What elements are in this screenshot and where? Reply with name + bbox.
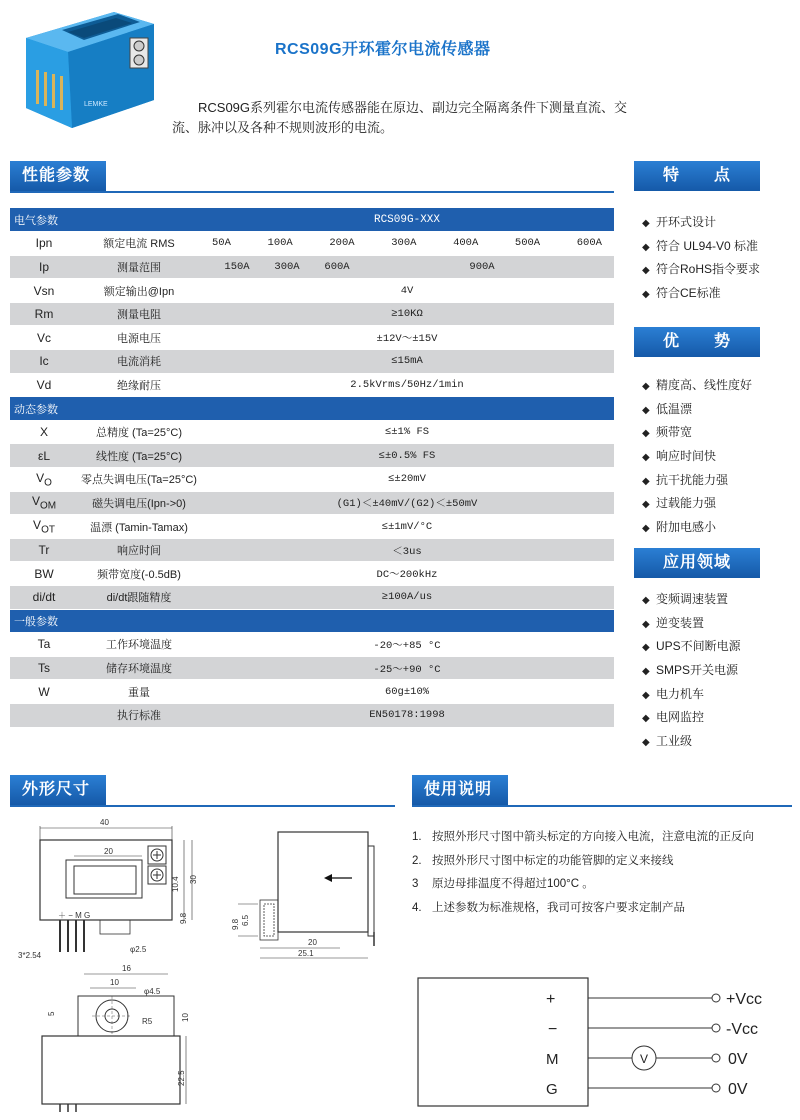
param-name: 额定电流 RMS bbox=[78, 232, 200, 256]
dim-bottom-d5: 22.5 bbox=[177, 1070, 186, 1086]
param-value: ≤±1% FS bbox=[200, 420, 614, 444]
param-value: (G1)＜±40mV/(G2)＜±50mV bbox=[200, 491, 614, 515]
list-item bbox=[640, 445, 752, 469]
dim-side-d1: 20 bbox=[308, 938, 317, 947]
diamond-bullet-icon: ◆ bbox=[642, 737, 650, 749]
param-name: 温漂 (Tamin-Tamax) bbox=[78, 515, 200, 539]
list-item bbox=[640, 730, 741, 754]
param-symbol-sub: OT bbox=[41, 524, 55, 536]
param-value: ≤±0.5% FS bbox=[200, 444, 614, 468]
pin-g-label: G bbox=[546, 1081, 558, 1098]
list-item bbox=[640, 398, 752, 422]
list-item-label: 原边母排温度不得超过100°C 。 bbox=[432, 878, 594, 890]
electrical-band bbox=[10, 208, 614, 232]
list-item-label: 变频调速装置 bbox=[656, 592, 729, 606]
list-item-label: UPS不间断电源 bbox=[656, 639, 741, 654]
terminal-icon bbox=[712, 1084, 720, 1092]
param-value: 200A bbox=[329, 237, 355, 250]
diamond-bullet-icon: ◆ bbox=[642, 289, 650, 301]
dimensions-divider bbox=[10, 805, 395, 807]
dim-h3: 9.8 bbox=[179, 912, 188, 924]
dim-bottom-d3: 5 bbox=[47, 1011, 56, 1016]
diamond-bullet-icon: ◆ bbox=[642, 428, 650, 440]
diamond-bullet-icon: ◆ bbox=[642, 666, 650, 678]
param-value: 100A bbox=[267, 237, 293, 250]
list-item bbox=[640, 683, 741, 707]
list-item bbox=[640, 421, 752, 445]
param-symbol: εL bbox=[37, 448, 51, 463]
dim-bottom-d2: 10 bbox=[110, 978, 119, 987]
param-name: 执行标准 bbox=[78, 703, 200, 727]
current-direction-arrow-icon bbox=[324, 874, 332, 882]
features-list bbox=[640, 211, 760, 306]
param-symbol: Vc bbox=[10, 326, 78, 350]
measure-range-values bbox=[200, 261, 614, 273]
table-row bbox=[10, 350, 614, 374]
table-row bbox=[10, 232, 614, 256]
front-view-drawing bbox=[0, 812, 240, 960]
dim-bottom-d4: 10 bbox=[181, 1013, 190, 1022]
list-item-label: 电力机车 bbox=[656, 686, 705, 701]
pin-labels: ＋ − M G bbox=[58, 911, 91, 920]
diamond-bullet-icon: ◆ bbox=[642, 618, 650, 630]
list-item bbox=[640, 492, 752, 516]
param-value: 600A bbox=[576, 237, 602, 250]
list-item bbox=[640, 588, 741, 612]
table-row bbox=[10, 680, 614, 704]
param-value: 300A bbox=[391, 237, 417, 250]
params-table bbox=[10, 208, 614, 728]
rated-current-values bbox=[200, 237, 614, 249]
dim-pin-pitch: 3*2.54 bbox=[18, 951, 42, 960]
list-item bbox=[640, 706, 741, 730]
param-value: DC～200kHz bbox=[200, 562, 614, 586]
param-symbol: Ic bbox=[10, 350, 78, 374]
list-item bbox=[412, 850, 754, 874]
param-symbol-sub: OM bbox=[39, 500, 57, 512]
table-row bbox=[10, 633, 614, 657]
param-name: 绝缘耐压 bbox=[78, 373, 200, 397]
table-row bbox=[10, 302, 614, 326]
param-symbol: Vsn bbox=[10, 279, 78, 303]
diamond-bullet-icon: ◆ bbox=[642, 595, 650, 606]
list-item-label: 符合CE标准 bbox=[656, 286, 721, 301]
page-title: RCS09G开环霍尔电流传感器 bbox=[275, 41, 491, 58]
list-item bbox=[640, 282, 760, 306]
diamond-bullet-icon: ◆ bbox=[642, 499, 650, 511]
table-row bbox=[10, 656, 614, 680]
list-item-label: 符合 UL94-V0 标准 bbox=[656, 238, 759, 253]
param-value: EN50178:1998 bbox=[200, 703, 614, 727]
features-header: 特 点 bbox=[634, 161, 760, 191]
param-name: 测量电阻 bbox=[78, 302, 200, 326]
param-symbol bbox=[10, 703, 78, 727]
param-value: 500A bbox=[514, 237, 541, 250]
dim-radius: R5 bbox=[142, 1017, 153, 1026]
list-item bbox=[640, 635, 741, 659]
param-symbol: X bbox=[39, 425, 48, 440]
applications-header: 应用领域 bbox=[634, 548, 760, 578]
list-item-number: 4. bbox=[412, 901, 422, 914]
list-item-label: 频带宽 bbox=[656, 425, 693, 440]
diamond-bullet-icon: ◆ bbox=[642, 381, 650, 392]
bottom-view-drawing bbox=[20, 960, 210, 1116]
list-item bbox=[640, 374, 752, 398]
param-name: 测量范围 bbox=[78, 255, 200, 279]
param-value: ≤±1mV/°C bbox=[200, 515, 614, 539]
list-item bbox=[640, 235, 760, 259]
advantages-header: 优 势 bbox=[634, 327, 760, 357]
diamond-bullet-icon: ◆ bbox=[642, 689, 650, 701]
dim-h1: 10.4 bbox=[171, 876, 180, 892]
param-value: ≥100A/us bbox=[200, 586, 614, 610]
param-value: ≤15mA bbox=[200, 350, 614, 374]
list-item-label: 开环式设计 bbox=[656, 215, 717, 229]
dynamic-band-label: 动态参数 bbox=[10, 397, 614, 421]
terminal-icon bbox=[712, 1024, 720, 1032]
table-row bbox=[10, 562, 614, 586]
dim-pin-dia: φ2.5 bbox=[130, 945, 147, 954]
list-item bbox=[412, 897, 754, 921]
table-row bbox=[10, 444, 614, 468]
list-item bbox=[640, 659, 741, 683]
table-row bbox=[10, 703, 614, 727]
param-value: 300A bbox=[274, 260, 300, 273]
param-value: ≤±20mV bbox=[200, 468, 614, 492]
param-value: 2.5kVrms/50Hz/1min bbox=[200, 373, 614, 397]
table-row bbox=[10, 255, 614, 279]
param-name: 储存环境温度 bbox=[78, 656, 200, 680]
param-name: 频带宽度(-0.5dB) bbox=[78, 562, 200, 586]
list-item-label: 按照外形尺寸图中箭头标定的方向接入电流，注意电流的正反向 bbox=[432, 831, 754, 843]
param-symbol: V bbox=[31, 494, 40, 509]
param-value: 400A bbox=[453, 237, 479, 250]
intro-text: RCS09G系列霍尔电流传感器能在原边、副边完全隔离条件下测量直流、交流、脉冲以及各种不规则波形的电流。 bbox=[172, 100, 628, 135]
diamond-bullet-icon: ◆ bbox=[642, 218, 650, 229]
model-number: RCS09G-XXX bbox=[200, 208, 614, 232]
param-symbol: Tr bbox=[38, 543, 50, 558]
table-row bbox=[10, 420, 614, 444]
table-row bbox=[10, 515, 614, 539]
list-item bbox=[412, 873, 754, 897]
table-row bbox=[10, 586, 614, 610]
param-value: ±12V～±15V bbox=[200, 326, 614, 350]
param-name: 总精度 (Ta=25°C) bbox=[78, 420, 200, 444]
diamond-bullet-icon: ◆ bbox=[642, 642, 650, 654]
param-name: 线性度 (Ta=25°C) bbox=[78, 444, 200, 468]
list-item bbox=[640, 516, 752, 540]
product-image bbox=[22, 8, 162, 136]
param-symbol: Ts bbox=[10, 656, 78, 680]
dynamic-band bbox=[10, 397, 614, 421]
table-row bbox=[10, 373, 614, 397]
general-band bbox=[10, 609, 614, 633]
list-item-label: 附加电感小 bbox=[656, 520, 717, 535]
terminal-label: 0V bbox=[728, 1081, 748, 1098]
terminal-label: 0V bbox=[728, 1051, 748, 1068]
product-brand-label: LEMKE bbox=[84, 101, 108, 108]
list-item-label: 按照外形尺寸图中标定的功能管脚的定义来接线 bbox=[432, 854, 674, 867]
param-value: 150A bbox=[224, 260, 250, 273]
dim-h2: 30 bbox=[189, 875, 198, 884]
wiring-diagram bbox=[412, 968, 792, 1108]
param-value: 4V bbox=[200, 279, 614, 303]
diamond-bullet-icon: ◆ bbox=[642, 404, 650, 416]
diamond-bullet-icon: ◆ bbox=[642, 452, 650, 464]
list-item-label: 上述参数为标准规格，我司可按客户要求定制产品 bbox=[432, 901, 685, 914]
terminal-icon bbox=[712, 994, 720, 1002]
usage-divider bbox=[412, 805, 792, 807]
pin-minus-label: − bbox=[548, 1021, 558, 1038]
param-symbol: Rm bbox=[10, 302, 78, 326]
list-item-number: 3 bbox=[412, 878, 419, 890]
table-row bbox=[10, 279, 614, 303]
performance-divider bbox=[10, 191, 614, 193]
table-row bbox=[10, 468, 614, 492]
param-name: 工作环境温度 bbox=[78, 633, 200, 657]
advantages-list bbox=[640, 374, 752, 540]
param-symbol: Vd bbox=[10, 373, 78, 397]
terminal-label: +Vcc bbox=[726, 991, 763, 1008]
terminal-icon bbox=[712, 1054, 720, 1062]
param-value: 600A bbox=[324, 260, 350, 273]
diamond-bullet-icon: ◆ bbox=[642, 523, 650, 535]
list-item-label: SMPS开关电源 bbox=[656, 663, 739, 678]
list-item-label: 响应时间快 bbox=[656, 449, 717, 464]
param-symbol: di/dt bbox=[32, 590, 56, 605]
param-name: 响应时间 bbox=[78, 538, 200, 562]
param-value: 50A bbox=[212, 237, 231, 250]
general-band-label: 一般参数 bbox=[10, 609, 614, 633]
list-item-label: 工业级 bbox=[656, 734, 693, 749]
param-value: -25～+90 °C bbox=[200, 656, 614, 680]
param-symbol: Ta bbox=[10, 633, 78, 657]
dim-window: 20 bbox=[104, 847, 113, 856]
param-symbol: BW bbox=[34, 566, 54, 581]
list-item-label: 抗干扰能力强 bbox=[656, 472, 729, 487]
param-name: 重量 bbox=[78, 680, 200, 704]
list-item bbox=[640, 211, 760, 235]
param-name: 零点失调电压(Ta=25°C) bbox=[78, 468, 200, 492]
electrical-band-label: 电气参数 bbox=[10, 208, 200, 232]
table-row bbox=[10, 538, 614, 562]
usage-list bbox=[412, 826, 754, 920]
param-name: 额定输出@Ipn bbox=[78, 279, 200, 303]
param-name: di/dt跟随精度 bbox=[78, 586, 200, 610]
param-symbol: V bbox=[36, 470, 45, 485]
list-item-label: 逆变装置 bbox=[656, 615, 705, 630]
dim-side-d4: 6.5 bbox=[241, 914, 250, 926]
list-item-label: 精度高、线性度好 bbox=[656, 378, 753, 392]
param-symbol: V bbox=[33, 517, 42, 532]
param-value: -20～+85 °C bbox=[200, 633, 614, 657]
dim-hole: φ4.5 bbox=[144, 987, 161, 996]
param-value: ＜3us bbox=[200, 538, 614, 562]
list-item-label: 电网监控 bbox=[656, 710, 705, 725]
list-item-label: 符合RoHS指令要求 bbox=[656, 262, 761, 277]
dim-side-d2: 25.1 bbox=[298, 949, 314, 958]
param-value: ≥10KΩ bbox=[200, 302, 614, 326]
param-symbol: Ipn bbox=[10, 232, 78, 256]
usage-header: 使用说明 bbox=[412, 775, 508, 805]
param-symbol: W bbox=[10, 680, 78, 704]
dim-width: 40 bbox=[100, 818, 109, 827]
side-view-drawing bbox=[230, 822, 390, 962]
list-item-number: 1. bbox=[412, 831, 422, 843]
param-name: 电流消耗 bbox=[78, 350, 200, 374]
list-item bbox=[640, 469, 752, 493]
param-name: 电源电压 bbox=[78, 326, 200, 350]
table-row bbox=[10, 491, 614, 515]
dim-bottom-d1: 16 bbox=[122, 964, 131, 973]
param-value: 900A bbox=[469, 260, 495, 273]
param-value: 60g±10% bbox=[200, 680, 614, 704]
dim-side-d3: 9.8 bbox=[231, 918, 240, 930]
list-item bbox=[640, 258, 760, 282]
diamond-bullet-icon: ◆ bbox=[642, 475, 650, 487]
param-symbol-sub: O bbox=[44, 477, 52, 489]
list-item bbox=[412, 826, 754, 850]
list-item-label: 过载能力强 bbox=[656, 496, 717, 511]
dimensions-header: 外形尺寸 bbox=[10, 775, 106, 805]
applications-list bbox=[640, 588, 741, 754]
list-item-label: 低温漂 bbox=[656, 401, 693, 416]
diamond-bullet-icon: ◆ bbox=[642, 265, 650, 277]
terminal-label: -Vcc bbox=[726, 1021, 758, 1038]
param-symbol: Ip bbox=[10, 255, 78, 279]
performance-header: 性能参数 bbox=[10, 161, 106, 191]
pin-m-label: M bbox=[546, 1051, 559, 1068]
table-row bbox=[10, 326, 614, 350]
diamond-bullet-icon: ◆ bbox=[642, 241, 650, 253]
list-item bbox=[640, 612, 741, 636]
voltmeter-label: V bbox=[640, 1052, 649, 1066]
pin-plus-label: + bbox=[546, 991, 556, 1008]
diamond-bullet-icon: ◆ bbox=[642, 713, 650, 725]
list-item-number: 2. bbox=[412, 854, 422, 867]
param-name: 磁失调电压(Ipn->0) bbox=[78, 491, 200, 515]
